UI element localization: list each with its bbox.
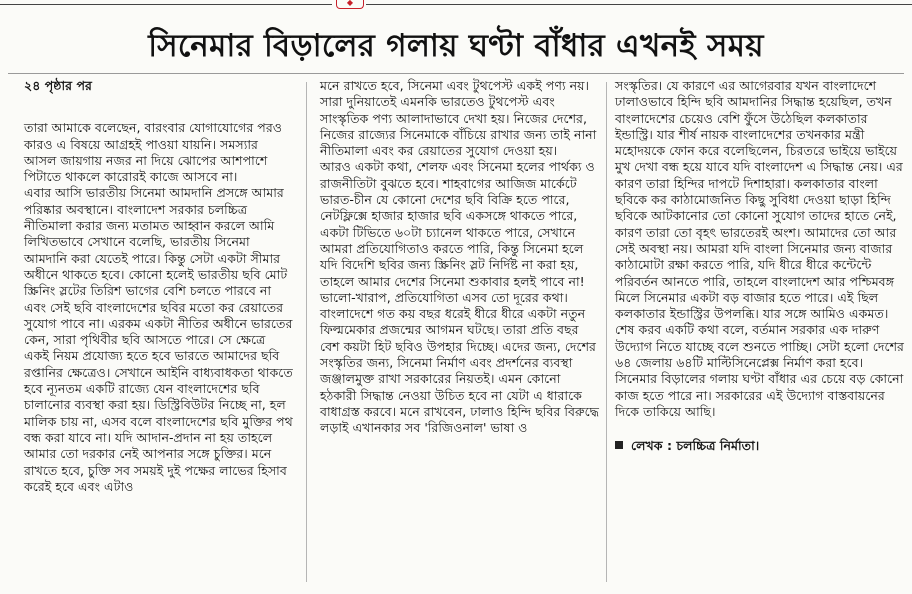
paragraph: এবার আসি ভারতীয় সিনেমা আমদানি প্রসঙ্গে আমার পরিষ্কার অবস্থানে। বাংলাদেশ সরকার চলচ্চিত্র নীতিমালা করার জন্য মতামত আহ্বান করলে আমি লিখিতভাবে সেখানে বলেছি, ভারতীয় সিনেমা আমদানি করা যেতেই পারে। কিন্তু সেটা একটা সীমার অধীনে থাকতে হবে। কোনো হলেই ভারতীয় ছবি মোট স্ক্রিনিং স্লটের তিরিশ ভাগের বেশি চলতে পারবে না এবং সেই ছবি বাংলাদেশের ছবির মতো কর রেয়াতের সুযোগ পাবে না। এরকম একটা নীতির অধীনে ভারতের কেন, সারা পৃথিবীর ছবি আসতে পারে। সে ক্ষেত্রে একই নিয়ম প্রযোজ্য হতে হবে ভারতে আমাদের ছবি রপ্তানির ক্ষেত্রেও। সেখানে আইনি বাধ্যবাধকতা থাকতে হবে ন্যূনতম একটি রাজ্যে যেন বাংলাদেশের ছবি চালানোর ব্যবস্থা করা হয়। ডিস্ট্রিবিউটর নিচ্ছে না, হল মালিক চায় না, এসব বলে বাংলাদেশের ছবি মুক্তির পথ বন্ধ করা যাবে না। যদি আদান-প্রদান না হয় তাহলে আমার তো দরকার নেই আপনার সঙ্গে চুক্তির। মনে রাখতে হবে, চুক্তি সব সময়ই দুই পক্ষের লাভের হিসাব করেই হবে এবং এটাও — [24, 185, 293, 494]
page-top-border — [0, 0, 912, 8]
paragraph: শেষ করব একটি কথা বলে, বর্তমান সরকার এক দারুণ উদ্যোগ নিতে যাচ্ছে বলে শুনতে পাচ্ছি। সেটা হলো দেশের ৬৪ জেলায় ৬৪টি মাল্টিসিনেপ্লেক্স নির্মাণ করা হবে। সিনেমার বিড়ালের গলায় ঘণ্টা বাঁধার এর চেয়ে বড় কোনো কাজ হতে পারে না। সরকারের এই উদ্যোগ বাস্তবায়নের দিকে তাকিয়ে আছি। — [615, 322, 904, 419]
publication-emblem-icon: ◆ — [336, 0, 364, 9]
column-rule-1 — [306, 82, 307, 582]
paragraph: তারা আমাকে বলেছেন, বারংবার যোগাযোগের পরও কারও এ বিষয়ে আগ্রহই পাওয়া যায়নি। সমস্যার আসল জায়গায় নজর না দিয়ে ঝোপের আশপাশে পিটাতে থাকলে কারোরই কাজে আসবে না। — [24, 120, 283, 185]
article-headline: সিনেমার বিড়ালের গলায় ঘণ্টা বাঁধার এখনই সময় — [148, 28, 764, 64]
paragraph: বাংলাদেশে গত কয় বছর ধরেই ধীরে ধীরে একটা নতুন ফিল্মমেকার প্রজন্মের আগমন ঘটছে। তারা প্রতি বছর বেশ কয়টা হিট ছবিও উপহার দিচ্ছে। এদের জন্য, দেশের সংস্কৃতির জন্য, সিনেমা নির্মাণ এবং প্রদর্শনের ব্যবস্থা জঞ্জালমুক্ত রাখা সরকারের নিয়তই। এমন কোনো হঠকারী সিদ্ধান্ত নেওয়া উচিত হবে না যেটা এ ধারাকে বাধাগ্রস্ত করবে। মনে রাখবেন, ঢালাও হিন্দি ছবির বিরুদ্ধে লড়াই এখানকার সব 'রিজিওনাল' ভাষা ও — [320, 306, 599, 436]
paragraph: মনে রাখতে হবে, সিনেমা এবং টুথপেস্ট একই পণ্য নয়। সারা দুনিয়াতেই এমনকি ভারতেও টুথপেস্ট এবং সাংস্কৃতিক পণ্য আলাদাভাবে দেখা হয়। নিজের দেশের, নিজের রাজ্যের সিনেমাকে বাঁচিয়ে রাখার জন্য তাই নানা নীতিমালা এবং কর রেয়াতের সুযোগ দেওয়া হয়। — [320, 78, 597, 159]
paragraph: আরও একটা কথা, শেলফ এবং সিনেমা হলের পার্থক্য ও রাজনীতিটা বুঝতে হবে। শাহবাগের আজিজ মার্কেটে ভারত-চীন যে কোনো দেশের ছবি বিক্রি হতে পারে, নেটফ্লিক্সে হাজার হাজার ছবি একসঙ্গে থাকতে পারে, একটা টিভিতে ৬০টা চ্যানেল থাকতে পারে, সেখানে আমরা প্রতিযোগিতাও করতে পারি, কিন্তু সিনেমা হলে যদি বিদেশি ছবির জন্য স্ক্রিনিং স্লট নির্দিষ্ট না করা হয়, তাহলে আমার দেশের সিনেমা শুকাবার হলই পাবে না! ভালো-খারাপ, প্রতিযোগিতা এসব তো দূরের কথা। — [320, 159, 595, 305]
column-rule-2 — [606, 82, 607, 582]
continued-from: ২৪ পৃষ্ঠার পর — [24, 78, 92, 93]
top-rule-right — [366, 4, 912, 5]
article-column-2 — [320, 78, 600, 437]
paragraph: সংস্কৃতির। যে কারণে এর আগেরবার যখন বাংলাদেশে ঢালাওভাবে হিন্দি ছবি আমদানির সিদ্ধান্ত হয়েছিল, তখন বাংলাদেশের চেয়েও বেশি ফুঁসে উঠেছিল কলকাতার ইন্ডাস্ট্রি। যার শীর্ষ নায়ক বাংলাদেশের তখনকার মন্ত্রী মহোদয়কে ফোন করে বলেছিলেন, চিরতরে ভাইয়ে ভাইয়ে মুখ দেখা বন্ধ হয়ে যাবে যদি বাংলাদেশ এ সিদ্ধান্ত নেয়। এর কারণ তারা হিন্দির দাপটে দিশাহারা। কলকাতার বাংলা ছবিকে কর কাঠামোজনিত কিছু সুবিধা দেওয়া ছাড়া হিন্দি ছবিকে আটকানোর তো কোনো সুযোগ তাদের হাতে নেই, কারণ তারা তো বৃহৎ ভারতেরই অংশ। আমাদের তো আর সেই অবস্থা নয়। আমরা যদি বাংলা সিনেমার জন্য বাজার কাঠামোটা রক্ষা করতে পারি, যদি ধীরে ধীরে কন্টেন্টে পরিবর্তন আনতে পারি, তাহলে বাংলাদেশ আর পশ্চিমবঙ্গ মিলে সিনেমার একটা বড় বাজার হতে পারে। এই ছিল কলকাতার ইন্ডাস্ট্রির উপলব্ধি। যার সঙ্গে আমিও একমত। — [615, 78, 903, 322]
article-column-1 — [24, 78, 294, 495]
top-rule-left — [0, 4, 332, 5]
writer-credit — [615, 438, 907, 454]
writer-credit-text: লেখক : চলচ্চিত্র নির্মাতা। — [631, 438, 760, 454]
bullet-square-icon — [615, 441, 623, 449]
article-column-3 — [615, 78, 907, 455]
headline-divider — [8, 73, 904, 74]
